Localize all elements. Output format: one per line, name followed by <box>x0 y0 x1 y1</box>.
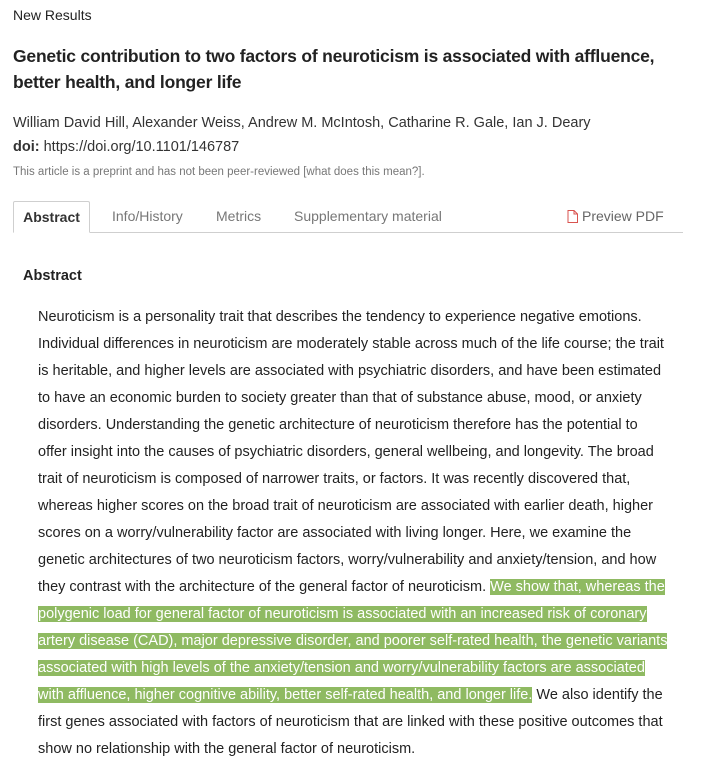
abstract-body <box>38 304 670 763</box>
article-title: Genetic contribution to two factors of neuroticism is associated with affluence, better health, and longer life <box>13 46 655 92</box>
section-label: New Results <box>13 7 92 23</box>
tab-abstract[interactable]: Abstract <box>13 201 90 233</box>
abstract-text: We also identify the first genes associated with factors of neuroticism that are linked with these positive outcomes that show no relationship with the general factor of neuroticism. <box>38 687 663 757</box>
pdf-file-icon <box>567 203 578 233</box>
doi-line <box>13 139 239 155</box>
abstract-heading: Abstract <box>23 268 82 284</box>
article-tabs <box>13 201 683 233</box>
preview-pdf-label: Preview PDF <box>582 208 664 224</box>
abstract-text: Neuroticism is a personality trait that describes the tendency to experience negative emotions. Individual differences in neuroticism are moderately stable across much of the life course; the trait is heritable, and higher levels are associated with psychiatric disorders, and have been estimated to have an economic burden to society greater than that of substance abuse, mood, or anxiety disorders. Understanding the genetic architecture of neuroticism therefore has the potential to offer insight into the causes of psychiatric disorders, general wellbeing, and longevity. The broad trait of neuroticism is composed of narrower traits, or factors. It was recently discovered that, whereas higher scores on the broad trait of neuroticism are associated with earlier death, higher scores on a worry/vulnerability factor are associated with living longer. Here, we examine the genetic architectures of two neuroticism factors, worry/vulnerability and anxiety/tension, and how they contrast with the architecture of the general factor of neuroticism. <box>38 309 664 595</box>
doi-label: doi: <box>13 139 40 155</box>
abstract-text-highlighted: We show that, whereas the polygenic load for general factor of neuroticism is associated with an increased risk of coronary artery disease (CAD), major depressive disorder, and poorer self-rated health, the genetic variants associated with high levels of the anxiety/tension and worry/vulnerability factors are associated with affluence, higher cognitive ability, better self-rated health, and longer life. <box>38 579 668 703</box>
preprint-note[interactable]: This article is a preprint and has not been peer-reviewed [what does this mean?]. <box>13 166 425 178</box>
tab-metrics[interactable]: Metrics <box>216 208 262 224</box>
tab-info-history[interactable]: Info/History <box>112 208 183 224</box>
author-list[interactable]: William David Hill, Alexander Weiss, Andrew M. McIntosh, Catharine R. Gale, Ian J. Deary <box>13 115 591 131</box>
preview-pdf-button[interactable] <box>567 201 664 231</box>
tab-supplementary-material[interactable]: Supplementary material <box>294 208 442 224</box>
doi-link[interactable]: https://doi.org/10.1101/146787 <box>43 139 240 155</box>
